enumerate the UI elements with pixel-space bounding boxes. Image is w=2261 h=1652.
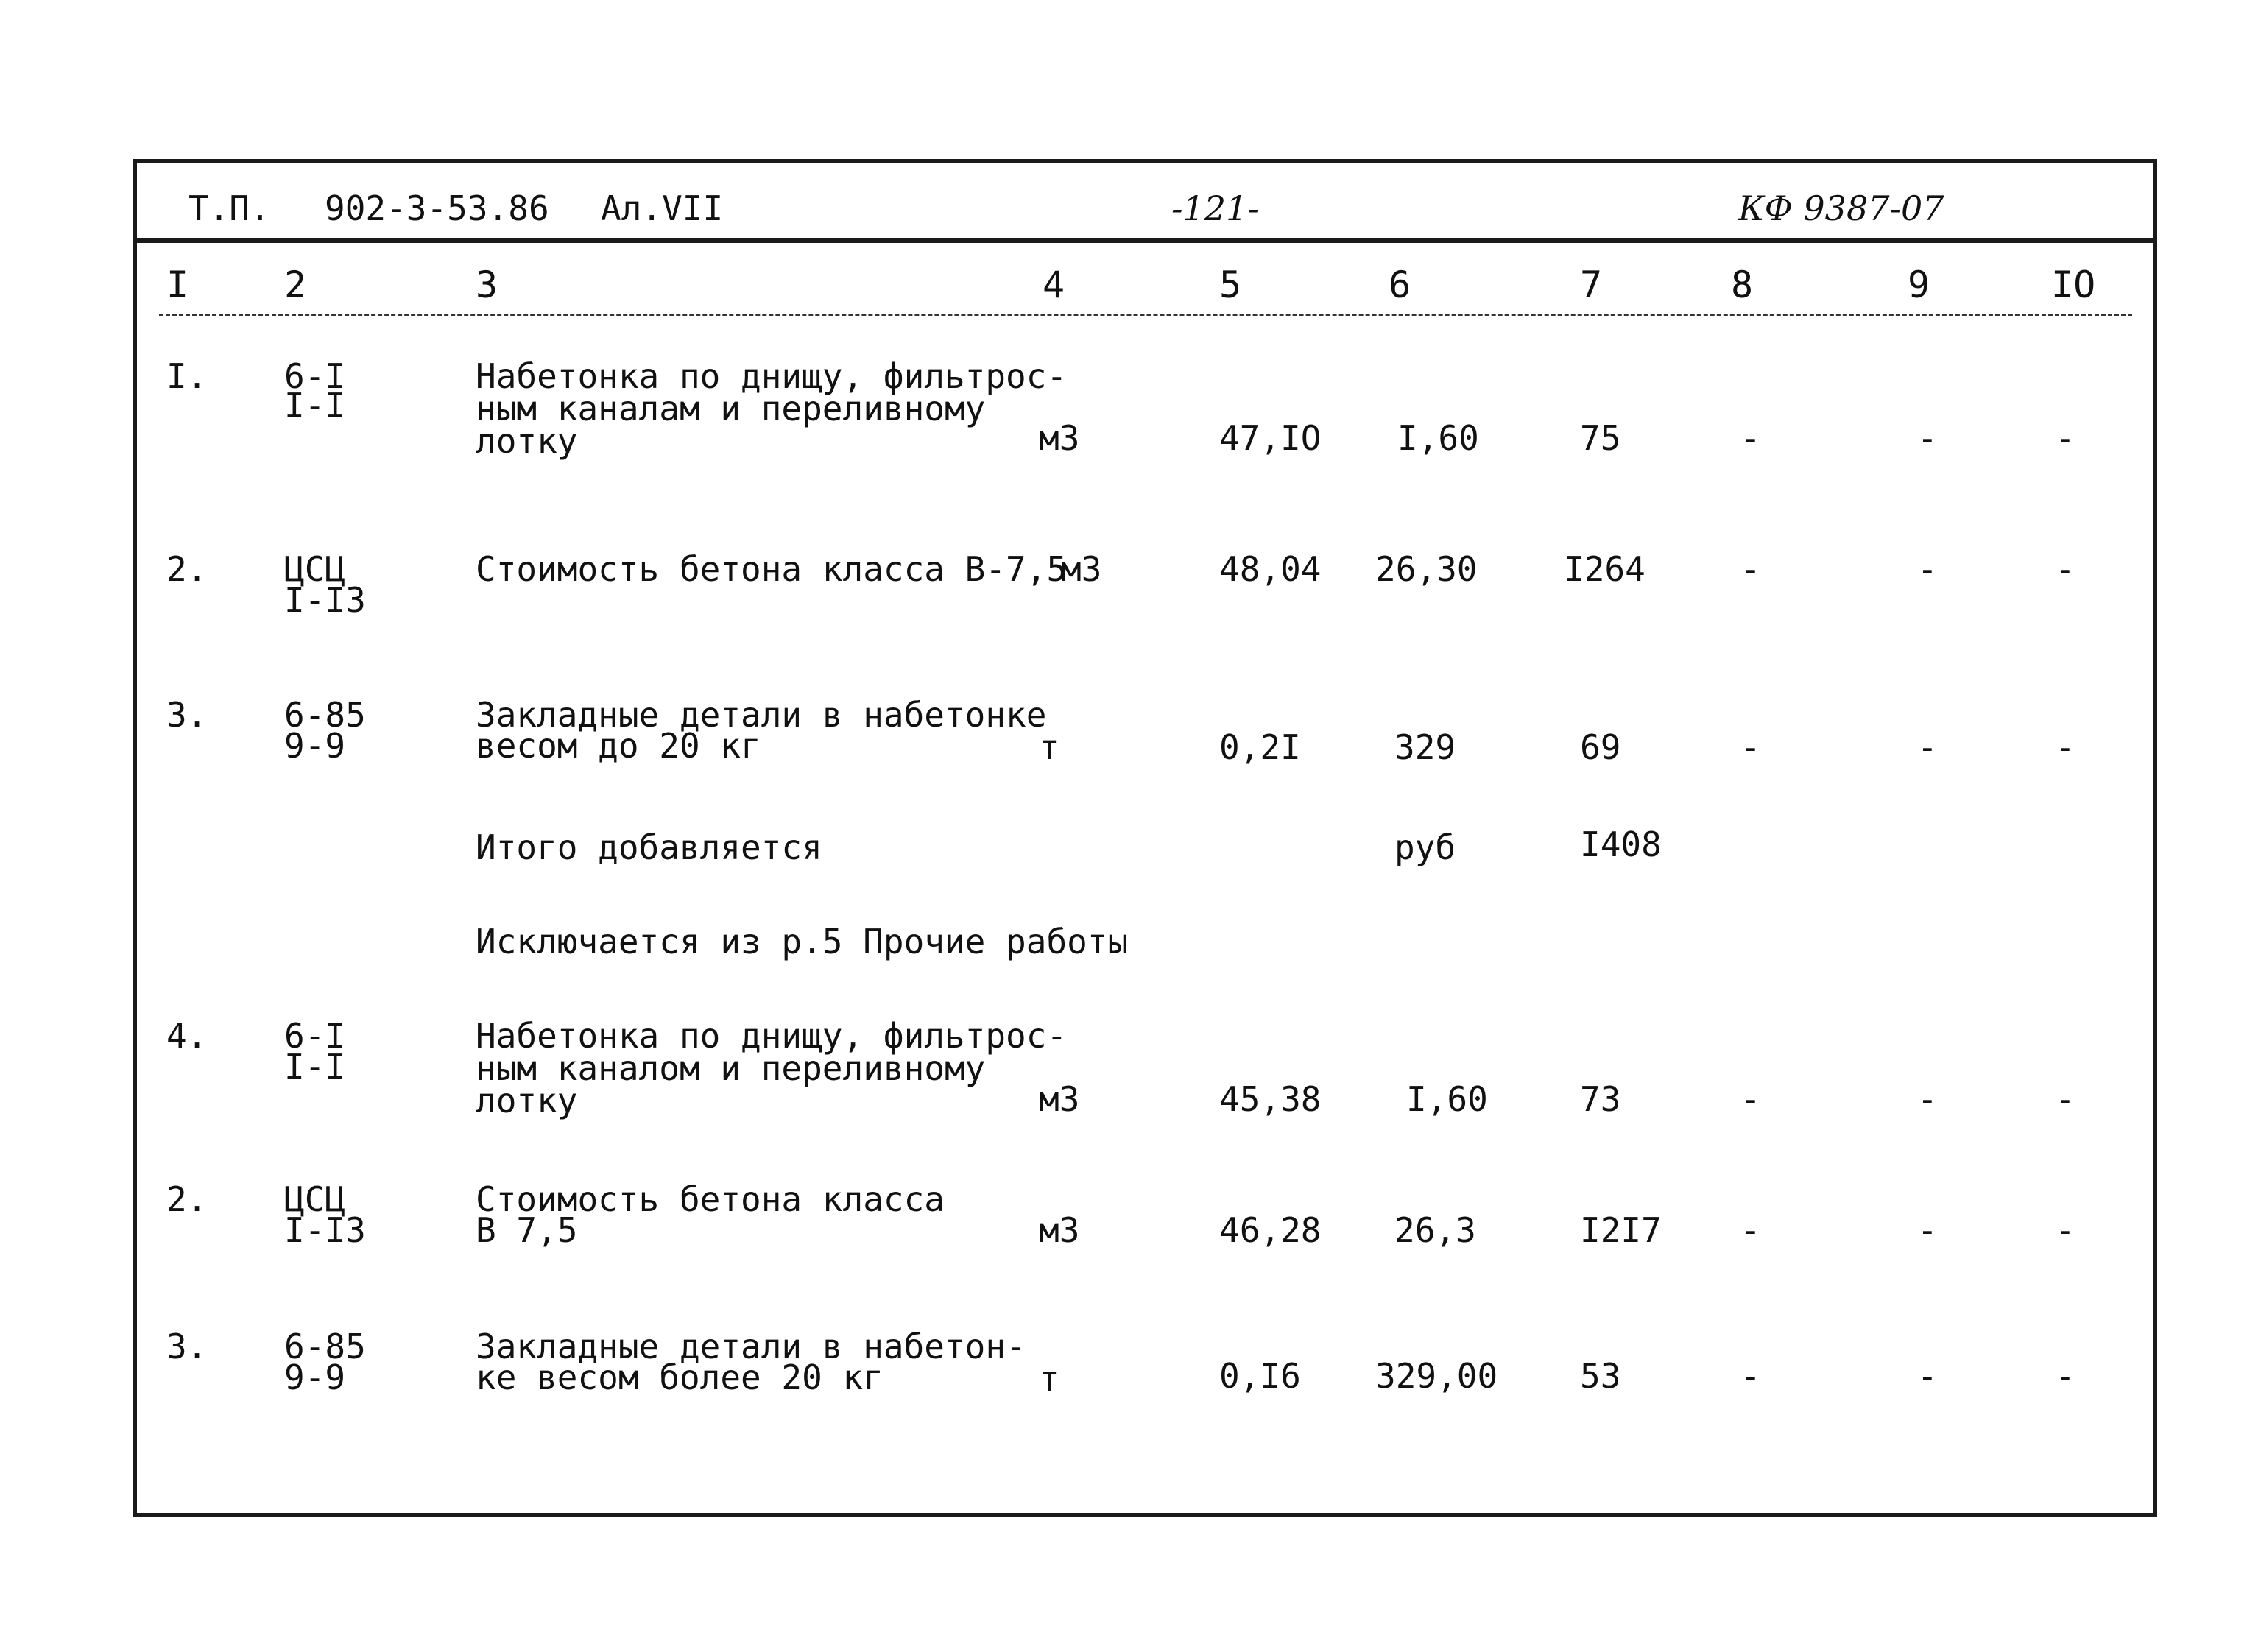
norm-code: ЦСЦ [284, 549, 346, 589]
quantity: 0,I6 [1219, 1356, 1301, 1396]
total-cost: 53 [1580, 1356, 1621, 1396]
norm-code: 6-I [284, 1016, 346, 1056]
norm-code: 9-9 [284, 1358, 346, 1397]
work-description: Набетонка по днищу, фильтрос- [476, 356, 1068, 396]
quantity: 47,IO [1219, 418, 1322, 458]
column-9-value: - [1917, 727, 1938, 767]
norm-code: 6-I [284, 356, 346, 396]
column-10-value: - [2055, 418, 2075, 458]
total-cost: I264 [1564, 549, 1646, 589]
total-cost: 75 [1580, 418, 1621, 458]
column-header: 6 [1389, 264, 1411, 306]
work-description: ным каналом и переливному [476, 1048, 986, 1088]
total-cost: 73 [1580, 1079, 1621, 1119]
column-10-value: - [2055, 1079, 2075, 1119]
column-header: 9 [1908, 264, 1930, 306]
unit-price: 329,00 [1375, 1356, 1498, 1396]
unit-price: 26,3 [1394, 1210, 1476, 1250]
column-9-value: - [1917, 1079, 1938, 1119]
column-header: 8 [1731, 264, 1754, 306]
row-number: 2. [166, 549, 208, 589]
album-label: Ал.VII [601, 188, 724, 228]
norm-code: I-I3 [284, 1210, 366, 1250]
quantity: 48,04 [1219, 549, 1322, 589]
quantity: 45,38 [1219, 1079, 1322, 1119]
project-number: 902-3-53.86 [325, 188, 549, 228]
work-description: Стоимость бетона класса В-7,5 [476, 549, 1068, 589]
quantity: 0,2I [1219, 727, 1301, 767]
work-description: Закладные детали в набетонке [476, 695, 1047, 735]
estimate-sheet [133, 159, 2157, 1517]
row-number: 3. [166, 1327, 208, 1366]
subtotal-unit: руб [1394, 827, 1456, 867]
column-10-value: - [2055, 727, 2075, 767]
row-number: 3. [166, 695, 208, 735]
norm-code: 9-9 [284, 726, 346, 766]
column-10-value: - [2055, 1210, 2075, 1250]
header-divider [159, 314, 2132, 316]
column-9-value: - [1917, 1356, 1938, 1396]
work-description: ке весом более 20 кг [476, 1358, 883, 1397]
norm-code: I-I [284, 386, 346, 426]
norm-code: I-I [284, 1047, 346, 1087]
norm-code: I-I3 [284, 580, 366, 620]
column-header: IO [2051, 264, 2096, 306]
column-8-value: - [1740, 549, 1761, 589]
column-header: 2 [284, 264, 307, 306]
column-9-value: - [1917, 549, 1938, 589]
work-description: Набетонка по днищу, фильтрос- [476, 1016, 1068, 1056]
quantity: 46,28 [1219, 1210, 1322, 1250]
norm-code: 6-85 [284, 695, 366, 735]
unit: м3 [1039, 1079, 1080, 1119]
subtotal-label: Итого добавляется [476, 827, 822, 867]
column-9-value: - [1917, 1210, 1938, 1250]
subtotal-value: I408 [1580, 825, 1662, 864]
work-description: В 7,5 [476, 1210, 578, 1250]
document-code: КФ 9387-07 [1738, 188, 1944, 228]
page-number: -121- [1171, 188, 1259, 228]
column-header: 5 [1219, 264, 1242, 306]
row-number: 4. [166, 1016, 208, 1056]
column-8-value: - [1740, 1079, 1761, 1119]
total-cost: I2I7 [1580, 1210, 1662, 1250]
column-10-value: - [2055, 1356, 2075, 1396]
column-8-value: - [1740, 1210, 1761, 1250]
column-8-value: - [1740, 418, 1761, 458]
column-8-value: - [1740, 727, 1761, 767]
column-10-value: - [2055, 549, 2075, 589]
column-8-value: - [1740, 1356, 1761, 1396]
unit: т [1039, 727, 1059, 767]
unit-price: I,60 [1397, 418, 1479, 458]
sheet-header [137, 163, 2153, 243]
work-description: лотку [476, 1081, 578, 1120]
norm-code: ЦСЦ [284, 1179, 346, 1219]
row-number: 2. [166, 1179, 208, 1219]
work-description: лотку [476, 421, 578, 461]
column-header: 3 [476, 264, 498, 306]
total-cost: 69 [1580, 727, 1621, 767]
unit: т [1039, 1359, 1059, 1399]
work-description: ным каналам и переливному [476, 389, 986, 428]
unit: м3 [1039, 1210, 1080, 1250]
work-description: весом до 20 кг [476, 726, 761, 766]
norm-code: 6-85 [284, 1327, 366, 1366]
unit: м3 [1039, 418, 1080, 458]
column-header: 4 [1043, 264, 1065, 306]
unit-price: 329 [1394, 727, 1456, 767]
column-header: I [166, 264, 189, 306]
column-9-value: - [1917, 418, 1938, 458]
unit-price: 26,30 [1375, 549, 1478, 589]
section-note: Исключается из р.5 Прочие работы [476, 922, 1129, 961]
unit-price: I,60 [1406, 1079, 1488, 1119]
unit: м3 [1061, 549, 1102, 589]
row-number: I. [166, 356, 208, 396]
work-description: Стоимость бетона класса [476, 1179, 945, 1219]
work-description: Закладные детали в набетон- [476, 1327, 1026, 1366]
column-header: 7 [1580, 264, 1603, 306]
tp-label: Т.П. [188, 188, 270, 228]
